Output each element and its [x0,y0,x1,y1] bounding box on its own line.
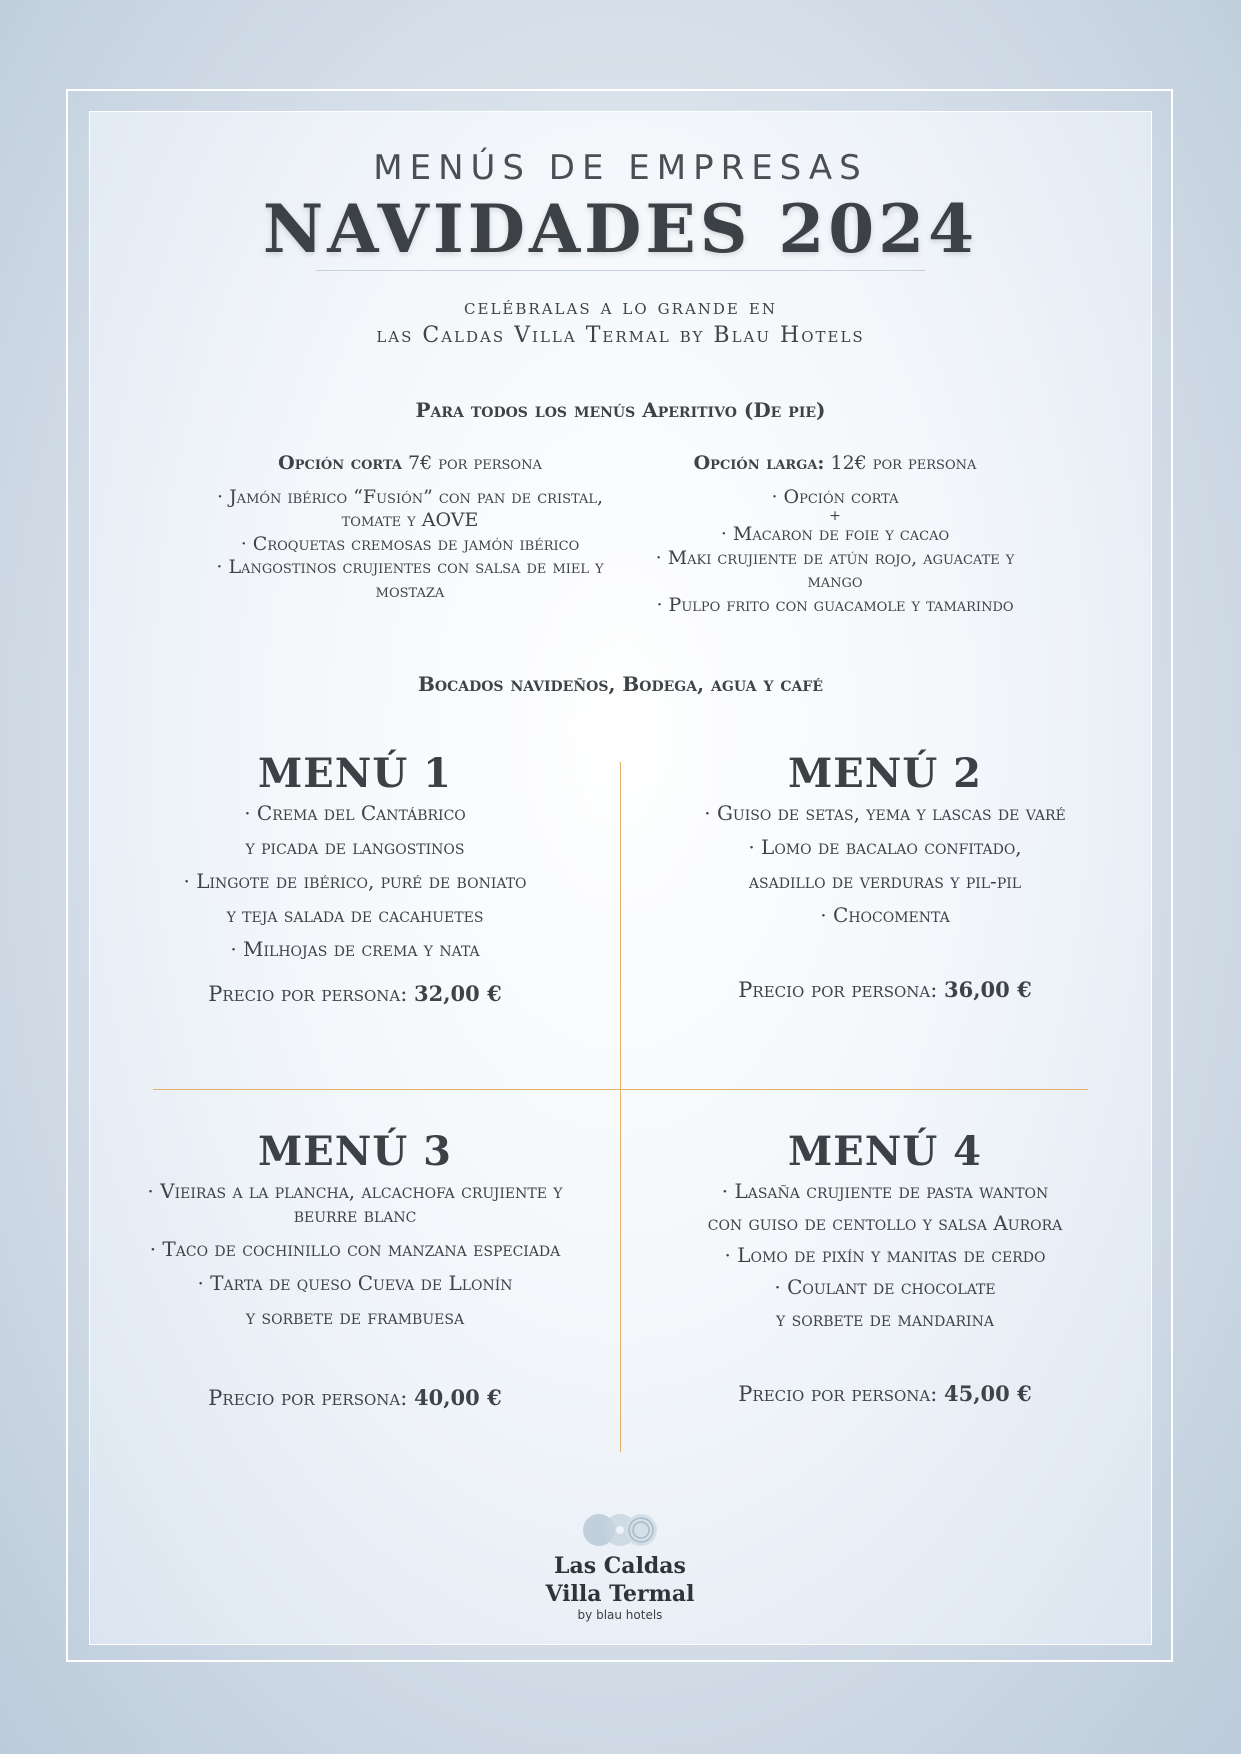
menu-item: y teja salada de cacahuetes [226,903,484,927]
menu-item: · Vieiras a la plancha, alcachofa crujiente y beurre blanc [147,1179,563,1227]
plus-sign: + [829,508,841,524]
menu-item: con guiso de centollo y salsa Aurora [707,1211,1063,1235]
menu-item: · Guiso de setas, yema y lascas de varé [704,801,1066,825]
menu-title: MENÚ 2 [788,750,982,797]
menu-item: · Taco de cochinillo con manzana especiada [149,1237,561,1261]
menu-title: MENÚ 4 [788,1128,982,1175]
subtitle-line-1: celébralas a lo grande en [464,295,777,320]
menu-item: · Coulant de chocolate [774,1275,996,1299]
menu-item: · Lingote de ibérico, puré de boniato [183,869,527,893]
menu-item: · Crema del Cantábrico [244,801,466,825]
title-divider [316,270,925,271]
page-title: NAVIDADES 2024 [262,190,979,268]
hotel-logo [520,1510,720,1622]
bocados-line: Bocados navideños, Bodega, agua y café [417,672,824,696]
list-item: · Croquetas cremosas de jamón ibérico [240,532,580,555]
price-value: 32,00 € [414,981,502,1006]
aperitivo-heading: Para todos los menús Aperitivo (De pie) [415,398,826,422]
option-larga-label: Opción larga: [693,452,825,474]
menu-4 [670,1128,1100,1406]
price-value: 36,00 € [944,977,1032,1002]
kicker: MENÚS DE EMPRESAS [373,148,868,188]
list-item: · Langostinos crujientes con salsa de miel y mostaza [216,556,604,602]
menu-title: MENÚ 3 [258,1128,452,1175]
list-item: · Pulpo frito con guacamole y tamarindo [656,593,1014,616]
option-corta-price: 7€ por persona [402,452,542,474]
price-label: Precio por persona: [208,982,415,1006]
price-value: 40,00 € [414,1385,502,1410]
list-item: · Jamón ibérico “Fusión” con pan de cristal, tomate y AOVE [216,485,604,531]
menu-2 [680,750,1090,1002]
menu-item: y picada de langostinos [245,835,465,859]
option-larga [640,452,1030,617]
option-corta-header [210,452,610,476]
price-value: 45,00 € [944,1381,1032,1406]
menu-item: y sorbete de frambuesa [245,1305,465,1329]
list-item: · Opción corta [771,485,899,508]
option-larga-header [640,452,1030,476]
menu-item: · Chocomenta [820,903,950,927]
menu-title: MENÚ 1 [258,750,452,797]
vertical-divider [620,762,621,1452]
menu-price [140,1385,570,1410]
price-label: Precio por persona: [738,1382,945,1406]
menu-item: · Lomo de bacalao confitado, [748,835,1022,859]
rings-icon [575,1510,665,1550]
menu-item: asadillo de verduras y pil-pil [748,869,1022,893]
logo-subtitle: by blau hotels [577,1608,663,1622]
price-label: Precio por persona: [208,1386,415,1410]
price-label: Precio por persona: [738,978,945,1002]
list-item: · Macaron de foie y cacao [720,523,950,545]
menu-1 [180,750,530,1006]
menu-3 [140,1128,570,1410]
option-corta-label: Opción corta [278,452,403,474]
logo-name-line-2: Villa Termal [545,1581,695,1607]
option-corta [210,452,610,603]
menu-item: · Tarta de queso Cueva de Llonín [197,1271,513,1295]
menu-item: · Lasaña crujiente de pasta wanton [721,1179,1049,1203]
horizontal-divider [153,1089,1088,1090]
subtitle [0,294,1241,350]
menu-price [670,1381,1100,1406]
menu-price [680,977,1090,1002]
subtitle-line-2: las Caldas Villa Termal by Blau Hotels [376,323,865,348]
menu-item: y sorbete de mandarina [776,1307,994,1331]
logo-name-line-1: Las Caldas [554,1553,686,1579]
option-larga-price: 12€ por persona [824,452,977,474]
menu-item: · Milhojas de crema y nata [230,937,480,961]
menu-price [180,981,530,1006]
list-item: · Maki crujiente de atún rojo, aguacate y mango [655,546,1015,592]
menu-item: · Lomo de pixín y manitas de cerdo [724,1243,1046,1267]
